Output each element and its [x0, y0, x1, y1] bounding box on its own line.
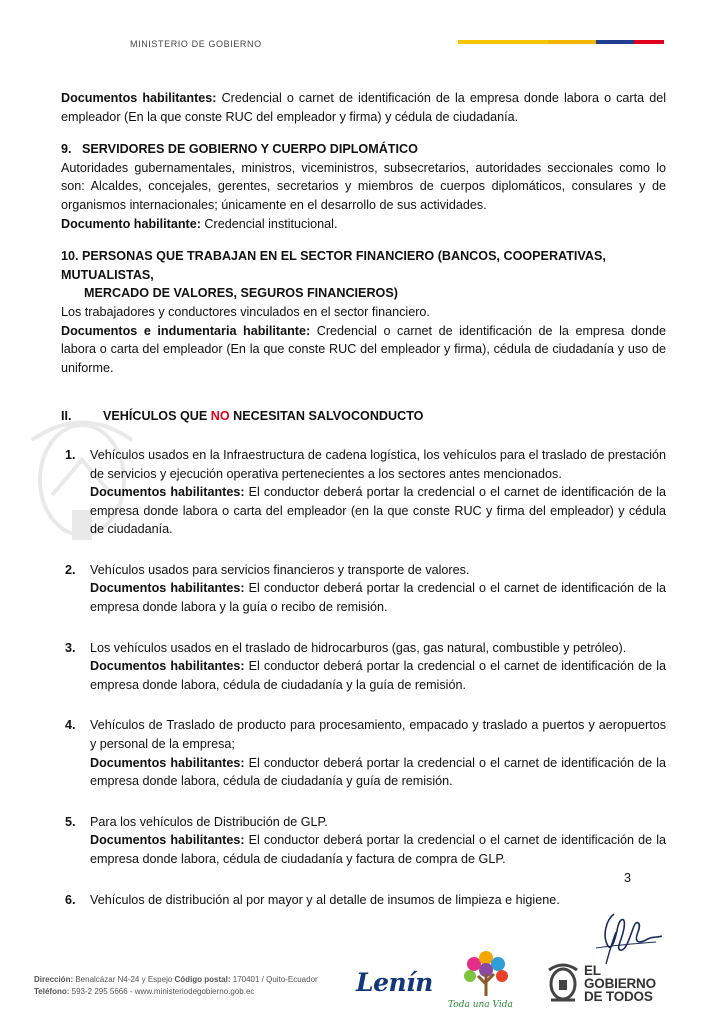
section-9-document: Documento habilitante: Credencial institucional.	[61, 216, 338, 231]
list-item-number: 2.	[65, 562, 76, 577]
government-emblem-icon	[545, 960, 581, 1006]
toda-una-vida-logo-text: Toda una Vida	[448, 1000, 513, 1010]
vehicle-list-item	[65, 813, 666, 869]
list-item-number: 3.	[65, 640, 76, 655]
list-item-text	[90, 813, 666, 869]
lenin-logo: Lenín	[356, 968, 433, 997]
toda-una-vida-tree-icon	[460, 950, 512, 1000]
section-9-title: 9. SERVIDORES DE GOBIERNO Y CUERPO DIPLOMÁTICO	[61, 142, 418, 157]
list-item-text	[90, 639, 666, 695]
vehicle-list-item	[65, 446, 666, 539]
vehicle-description: Vehículos de Traslado de producto para procesamiento, empacado y traslado a puertos y aeropuertos y personal de la empresa;	[90, 718, 666, 752]
document-body	[61, 89, 666, 909]
list-item-text	[90, 891, 666, 910]
vehicle-description: Vehículos de distribución al por mayor y al detalle de insumos de limpieza e higiene.	[90, 892, 560, 907]
page-number: 3	[624, 871, 632, 885]
list-item-text	[90, 446, 666, 539]
section-10-title: 10. PERSONAS QUE TRABAJAN EN EL SECTOR FINANCIERO (BANCOS, COOPERATIVAS, MUTUALISTAS, MERCADO DE VALORES, SEGUROS FINANCIEROS)	[61, 249, 606, 301]
list-item-number: 1.	[65, 447, 76, 462]
vehicle-documents: Documentos habilitantes: El conductor deberá portar la credencial o el carnet de identificación de la empresa donde labora, cédula de ciudadanía y la guía de remisión.	[90, 659, 666, 692]
flag-color-bar	[458, 40, 664, 44]
list-item-number: 4.	[65, 718, 76, 733]
intro-paragraph: Documentos habilitantes: Credencial o carnet de identificación de la empresa donde labora o carta del empleador (En la que conste RUC del empleador y firma) y cédula de ciudadanía.	[61, 91, 666, 124]
list-item-number: 5.	[65, 814, 76, 829]
footer-contact: Dirección: Benalcázar N4-24 y Espejo Código postal: 170401 / Quito-Ecuador Teléfono: 593-2 295 5666 - www.ministeriodegobierno.gob.ec	[34, 975, 318, 996]
vehicle-documents: Documentos habilitantes: El conductor deberá portar la credencial o el carnet de identificación de la empresa donde labora, cédula de ciudadanía y factura de compra de GLP.	[90, 833, 666, 866]
vehicle-documents: Documentos habilitantes: El conductor deberá portar la credencial o el carnet de identificación de la empresa donde labora, cédula de ciudadanía y guía de remisión.	[90, 755, 666, 789]
vehicle-list-item	[65, 891, 666, 910]
vehicle-list	[65, 446, 666, 909]
vehicle-description: Para los vehículos de Distribución de GLP.	[90, 814, 328, 829]
vehicle-documents: Documentos habilitantes: El conductor deberá portar la credencial o el carnet de identificación de la empresa donde labora o carta del empleador (en la que conste RUC y firma del empleador) y cédula de ciudadanía.	[90, 485, 666, 537]
section-ii-title: II. VEHÍCULOS QUE NO NECESITAN SALVOCONDUCTO	[61, 409, 424, 424]
vehicle-list-item	[65, 639, 666, 695]
list-item-text	[90, 716, 666, 790]
list-item-text	[90, 561, 666, 617]
el-gobierno-de-todos-logo: EL GOBIERNO DE TODOS	[584, 963, 656, 1004]
vehicle-list-item	[65, 716, 666, 790]
vehicle-description: Vehículos usados para servicios financieros y transporte de valores.	[90, 562, 470, 577]
vehicle-description: Los vehículos usados en el traslado de hidrocarburos (gas, gas natural, combustible y petróleo).	[90, 640, 627, 655]
section-10-body: Los trabajadores y conductores vinculados en el sector financiero.	[61, 304, 430, 319]
vehicle-list-item	[65, 561, 666, 617]
handwritten-signature	[586, 906, 664, 968]
vehicle-documents: Documentos habilitantes: El conductor deberá portar la credencial o el carnet de identificación de la empresa donde labora y la guía o recibo de remisión.	[90, 581, 666, 615]
ministry-header: MINISTERIO DE GOBIERNO	[130, 39, 262, 49]
section-10-document: Documentos e indumentaria habilitante: Credencial o carnet de identificación de la empresa donde labora o carta del empleador (En la que conste RUC del empleador y firma), cédula de ciudadanía y uso de uniforme.	[61, 323, 667, 375]
vehicle-description: Vehículos usados en la Infraestructura de cadena logística, los vehículos para el traslado de prestación de servicios y ejecución operativa pertenecientes a los sectores antes mencionados.	[90, 447, 666, 481]
list-item-number: 6.	[65, 892, 76, 907]
section-9-body: Autoridades gubernamentales, ministros, viceministros, subsecretarios, autoridades seccionales como lo son: Alcaldes, concejales, gerentes, secretarios y miembros de cuerpos diplomáticos, consulares y de organismos internacionales; únicamente en el desarrollo de sus actividades.	[61, 160, 666, 212]
